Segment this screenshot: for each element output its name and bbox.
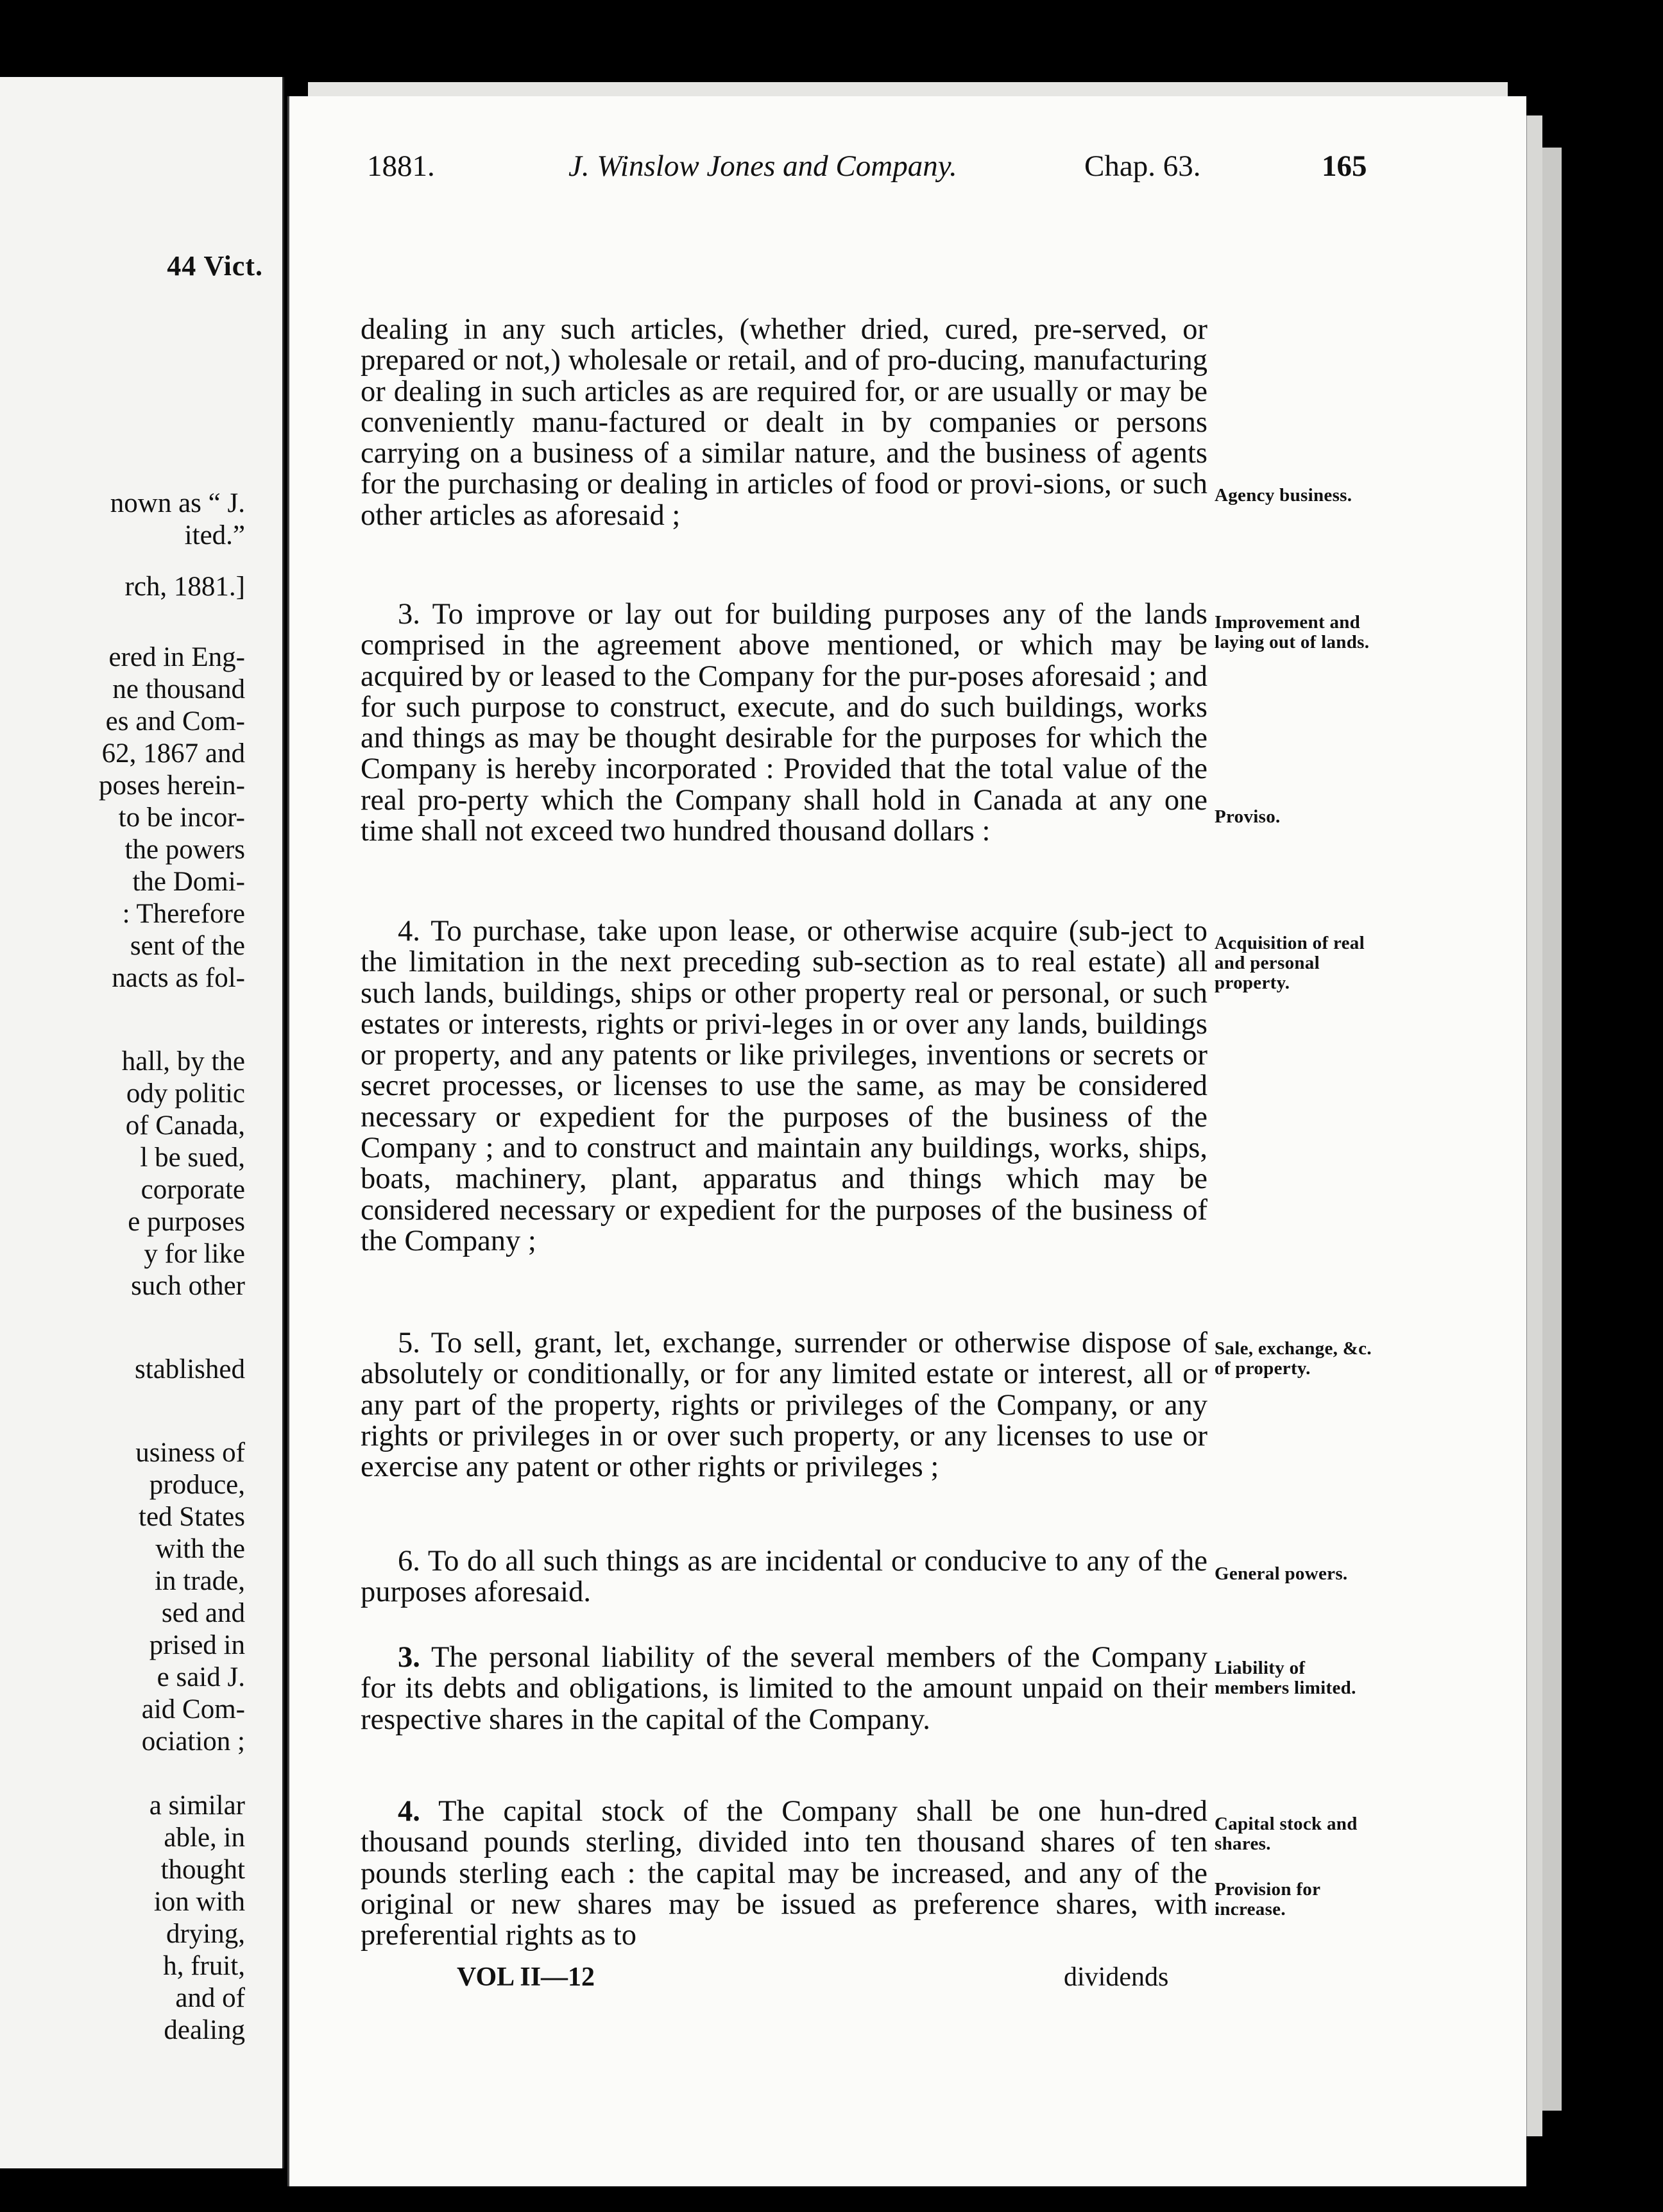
marginal-note: Sale, exchange, &c. of property. <box>1215 1338 1372 1379</box>
left-page-line: the powers <box>124 835 245 865</box>
left-page-line: able, in <box>164 1823 245 1853</box>
left-page-line: of Canada, <box>125 1110 245 1141</box>
left-page-line: ociation ; <box>141 1726 245 1757</box>
left-page-line: sent of the <box>130 931 245 961</box>
left-page-line: h, fruit, <box>163 1951 245 1981</box>
page-edge-right <box>1526 115 1542 2136</box>
left-page-line: 62, 1867 and <box>101 738 245 769</box>
left-page-line: ne thousand <box>112 674 245 704</box>
section-number: 4. <box>398 1795 420 1828</box>
left-page-line: ion with <box>153 1887 245 1917</box>
left-page-line: in trade, <box>155 1566 245 1596</box>
marginal-note: Proviso. <box>1215 806 1281 827</box>
marginal-note: Agency business. <box>1215 485 1352 506</box>
paragraph-text: To do all such things as are incidental or conducive to any of the purposes aforesaid. <box>361 1545 1207 1609</box>
left-page-line: nown as “ J. <box>110 488 245 518</box>
left-page-fragment <box>0 77 284 2168</box>
left-page-line: with the <box>155 1534 245 1564</box>
left-page-header: 44 Vict. <box>167 250 263 282</box>
section-number: 3. <box>398 1641 420 1674</box>
left-page-line: usiness of <box>135 1438 245 1468</box>
left-page-line: ody politic <box>126 1078 245 1109</box>
left-page-line: aid Com- <box>141 1694 245 1724</box>
marginal-note: General powers. <box>1215 1563 1348 1584</box>
left-page-line: dealing <box>164 2015 245 2045</box>
paragraph-text: The capital stock of the Company shall be one hun-dred thousand pounds sterling, divided into ten thousand shares of ten pounds sterling each : the capital may be increased, and any of the original or new shares may be issued as preference shares, with preferential rights as to <box>361 1795 1207 1952</box>
left-page-line: y for like <box>144 1239 245 1269</box>
left-page-line: sed and <box>161 1598 245 1628</box>
marginal-note: Acquisition of real and personal property. <box>1215 933 1365 993</box>
section-number: 3. <box>398 598 420 631</box>
running-head-year: 1881. <box>367 149 435 183</box>
paragraph-text: The personal liability of the several members of the Company for its debts and obligations, is limited to the amount unpaid on their respective shares in the capital of the Company. <box>361 1641 1207 1736</box>
left-page-line: a similar <box>149 1791 245 1821</box>
left-page-line: corporate <box>141 1175 245 1205</box>
left-page-line: such other <box>131 1271 245 1301</box>
left-page-line: prised in <box>149 1630 245 1660</box>
section-number: 4. <box>398 915 420 948</box>
running-head-title: J. Winslow Jones and Company. <box>568 149 957 183</box>
left-page-line: poses herein- <box>98 770 245 801</box>
section-number: 5. <box>398 1327 420 1359</box>
left-page-line: e said J. <box>157 1662 245 1692</box>
section-3-liability <box>361 1642 1207 1735</box>
left-page-line: and of <box>175 1983 245 2013</box>
marginal-note: Improvement and laying out of lands. <box>1215 612 1370 652</box>
signature-mark: VOL II—12 <box>457 1962 595 1992</box>
left-page-line: the Domi- <box>132 867 245 897</box>
left-page-line: hall, by the <box>121 1046 245 1076</box>
paragraph-subsection-4 <box>361 916 1207 1257</box>
left-page-line: thought <box>160 1855 245 1885</box>
left-page-line: stablished <box>135 1354 245 1384</box>
paragraph-text: dealing in any such articles, (whether dried, cured, pre-served, or prepared or not,) wholesale or retail, and of pro-ducing, manufacturing or dealing in such articles as are required for, or are usually or may be conveniently manu-factured or dealt in by companies or persons carrying on a business of a similar nature, and the business of agents for the purchasing or dealing in articles of food or provi-sions, or such other articles as aforesaid ; <box>361 313 1207 532</box>
paragraph-subsection-6 <box>361 1546 1207 1608</box>
section-4-capital-stock <box>361 1796 1207 1951</box>
left-page-line: ited.” <box>184 520 245 550</box>
marginal-note: Liability of members limited. <box>1215 1658 1356 1698</box>
left-page-line: nacts as fol- <box>112 963 245 993</box>
left-page-line: l be sued, <box>140 1143 245 1173</box>
paragraph-continuation <box>361 314 1207 531</box>
running-head-chapter: Chap. 63. <box>1084 149 1201 183</box>
left-page-line: ted States <box>139 1502 245 1532</box>
left-page-line: produce, <box>149 1470 245 1500</box>
marginal-note: Capital stock and shares. <box>1215 1814 1358 1854</box>
paragraph-text: To sell, grant, let, exchange, surrender or otherwise dispose of absolutely or conditionally, or for any limited estate or interest, all or any part of the property, rights or privileges of the Company, or any rights or privileges in or over such property, or any licenses to use or exercise any patent or other rights or privileges ; <box>361 1327 1207 1484</box>
left-page-line: e purposes <box>128 1207 245 1237</box>
page-edge-stack <box>1542 148 1562 2111</box>
left-page-line: to be incor- <box>118 803 245 833</box>
left-page-line: rch, 1881.] <box>124 572 245 602</box>
paragraph-text: To improve or lay out for building purposes any of the lands comprised in the agreement above mentioned, or which may be acquired by or leased to the Company for the pur-poses aforesaid ; and for such purpose to construct, execute, and do such buildings, works and things as may be thought desirable for the purposes for which the Company is hereby incorporated : Provided that the total value of the real pro-perty which the Company shall hold in Canada at any one time shall not exceed two hundred thousand dollars : <box>361 598 1207 848</box>
left-page-line: es and Com- <box>105 706 245 736</box>
catchword: dividends <box>1064 1962 1169 1992</box>
page-number: 165 <box>1322 149 1367 183</box>
paragraph-subsection-3 <box>361 599 1207 847</box>
left-page-line: : Therefore <box>122 899 245 929</box>
section-number: 6. <box>398 1545 420 1578</box>
paragraph-subsection-5 <box>361 1328 1207 1483</box>
paragraph-text: To purchase, take upon lease, or otherwise acquire (sub-ject to the limitation in the next preceding sub-section as to real estate) all such lands, buildings, ships or other property real or personal, or such estates or interests, rights or privi-leges in or over any lands, buildings or property, and any patents or like privileges, inventions or secrets or secret processes, or licenses to use the same, as may be considered necessary or expedient for the purposes of the business of the Company ; and to construct and maintain any buildings, works, ships, boats, machinery, plant, apparatus and things which may be considered necessary or expedient for the purposes of the business of the Company ; <box>361 915 1208 1257</box>
left-page-line: drying, <box>166 1919 245 1949</box>
marginal-note: Provision for increase. <box>1215 1879 1320 1919</box>
left-page-line: ered in Eng- <box>108 642 245 672</box>
